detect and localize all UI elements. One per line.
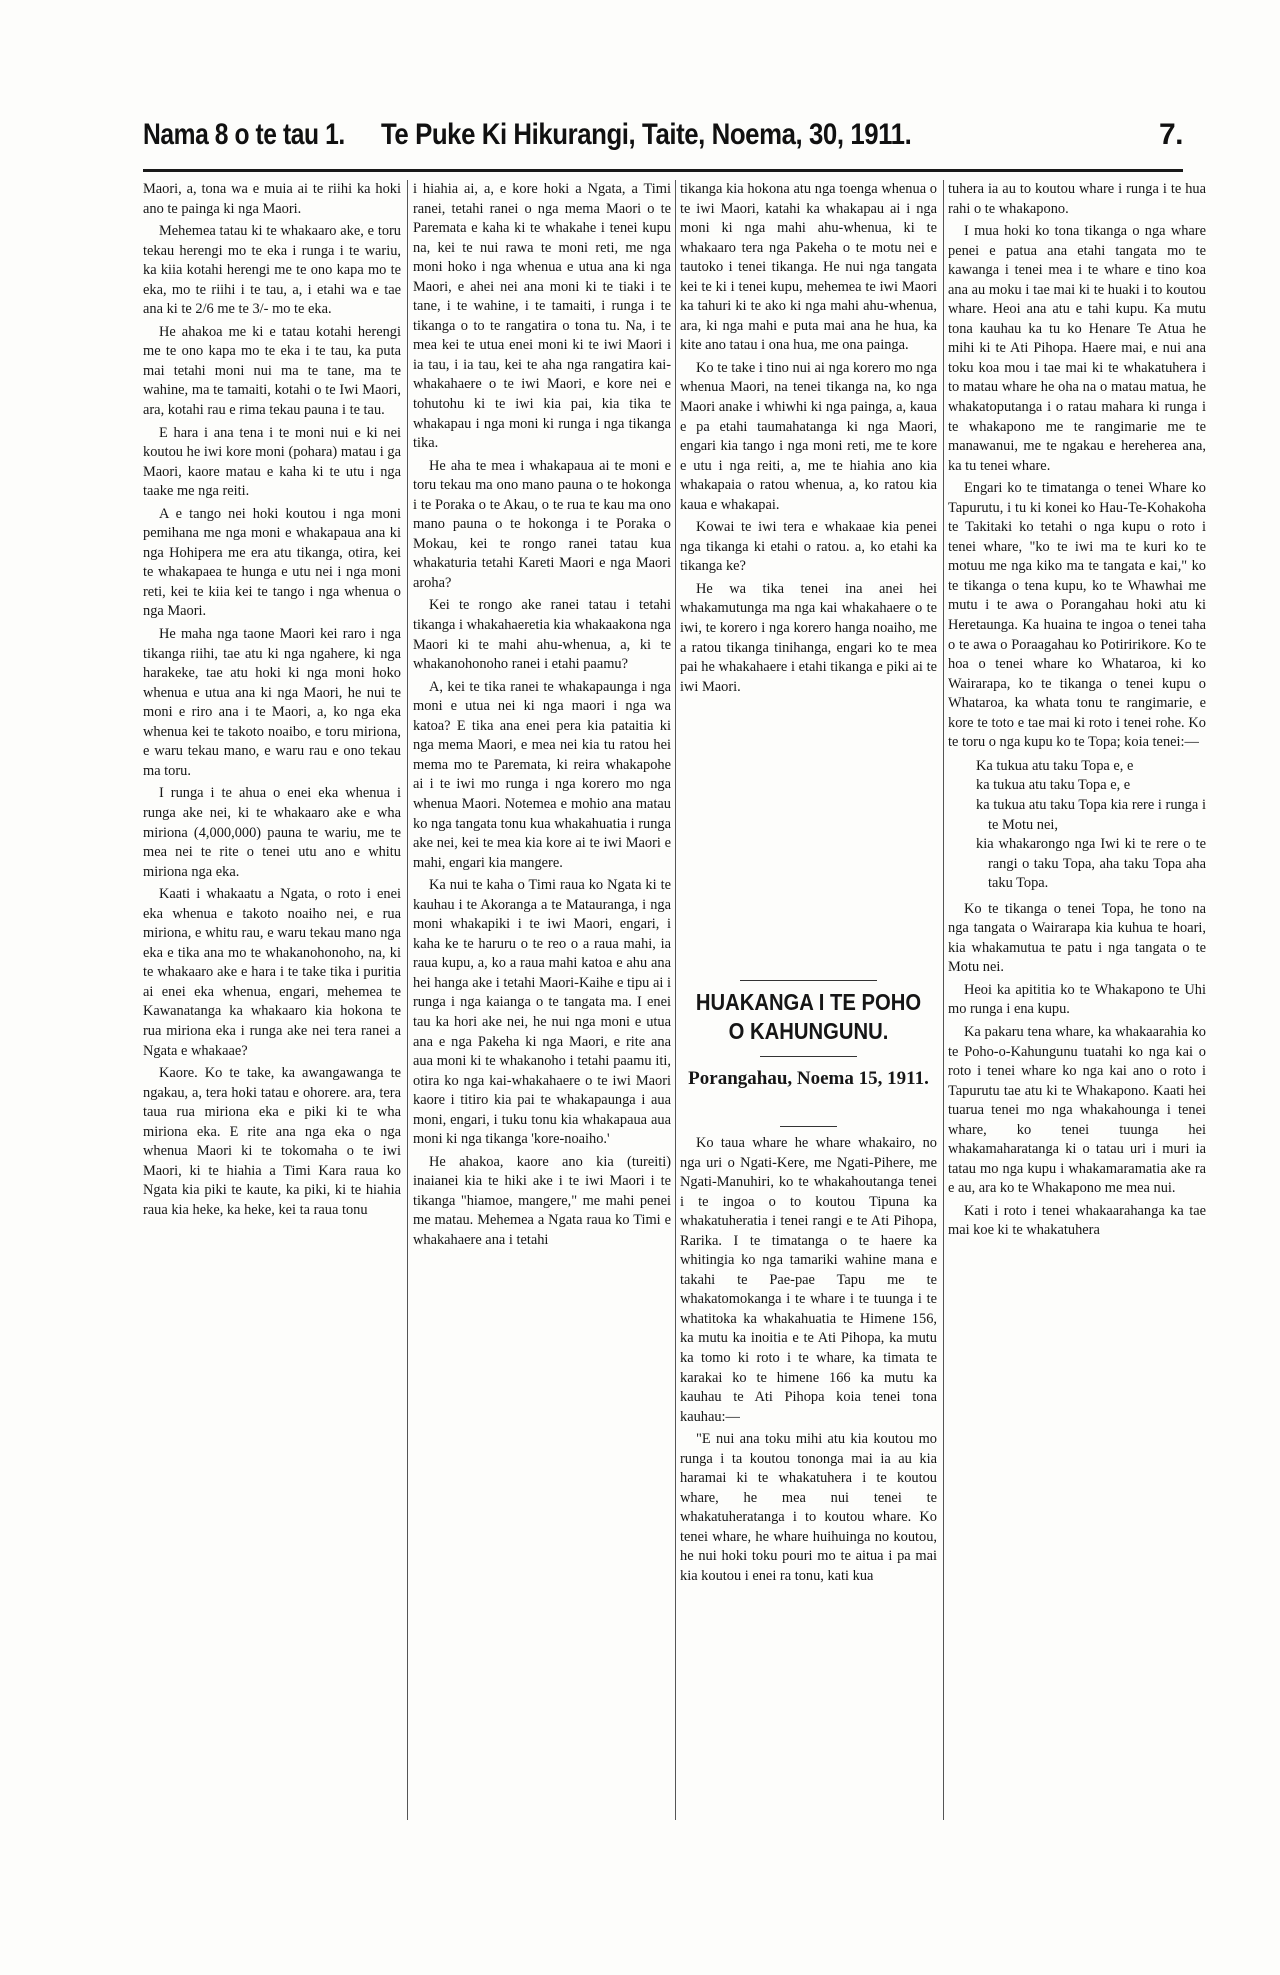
paragraph: Kaati i whakaatu a Ngata, o roto i enei eka whenua e takoto noaiho nei, e rua miriona, e whitu rau, e waru tekau mano nga eka e tika ana mo te whakanohonoho, na, ki te whakaaro ake e hara i te take tika i puritia ai enei eka whenua, engari, mehemea te Kawanatanga ka whakaaro kia hokona te rua miriona eka i runga ake nei tera ranei a Ngata e whakaae? — [143, 886, 401, 1059]
paragraph: I mua hoki ko tona tikanga o nga whare penei e patua ana etahi tangata mo te kawanga i tenei mea i te whare e tino koa ana au moku i tae mai ki te huaki i to koutou whare. Heoi ana atu e tahi kupu. Ka mutu tona kauhau ka tu ko Henare Te Atua he mihi ki te Ati Pihopa. Haere mai, e nui ana toku koa mou i tae mai ki te whakatuhera i to matau whare he oha na o matau matua, he whakatoputanga i o ratau mahara ki runga i te whakapono me te rangimarie me te manawanui, me te ngakau e hereherea ana, ka tu tenei whare. — [948, 223, 1206, 474]
column-divider — [407, 180, 408, 1820]
paragraph: He ahakoa me ki e tatau kotahi herengi me te ono kapa mo te eka i te tau, ka puta mai tetahi moni nui ma te tane, ma te wahine, ma te tamaiti, kotahi o te Iwi Maori, ara, kotahi rau e rima tekau pauna i te tau. — [143, 323, 401, 419]
verse-line: ka tukua atu taku Topa kia rere i runga i te Motu nei, — [976, 796, 1206, 833]
verse-line: ka tukua atu taku Topa e, e — [976, 777, 1131, 794]
paragraph: A e tango nei hoki koutou i nga moni pemihana me nga moni e whakapaua ana ki nga Hohipera me era atu tikanga, otira, kei te whakapaea te hunga e utu nei i nga moni reti, kei te kiia kei te tango i nga whenua o nga Maori. — [143, 505, 401, 620]
section-rule — [740, 980, 877, 981]
column-1 — [143, 180, 401, 1220]
paragraph: i hiahia ai, a, e kore hoki a Ngata, a Timi ranei, tetahi ranei o nga mema Maori o te Paremata e kaha ki te whakahe i tenei kupu na, kei te nui rawa te moni reti, me nga moni hoko i nga whenua e utua ana ki nga Maori, e ahei nei ana moni ki te tiaki i te tane, i te wahine, i te tamaiti, i runga i te tikanga o to te rangatira o tona tu. Na, i te mea kei te utua enei moni ki te iwi Maori i ia tau, i ia tau, kei te aha nga rangatira kai-whakahaere o te iwi Maori, e kore nei e tohutohu ki te iwi kia pai, kia tika te whakapau i nga moni ki runga i nga tikanga tika. — [413, 181, 671, 452]
article-dateline: Porangahau, Noema 15, 1911. — [688, 1068, 929, 1089]
column-3-bottom — [680, 1134, 937, 1587]
page-number: 7. — [1158, 118, 1183, 151]
column-divider — [675, 180, 676, 1820]
paragraph: I runga i te ahua o enei eka whenua i runga ake nei, ki te whakaaro ake e wha miriona (4,000,000) pauna te wariu, me te mea nei te rite o tenei utu ano e whitu miriona nga eka. — [143, 785, 401, 880]
paragraph: Ka nui te kaha o Timi raua ko Ngata ki te kauhau i te Akoranga a te Matauranga, i nga moni whakapiki i te iwi Maori, engari, i kaha ke te haruru o te reo o a raua mahi, ia raua kupu, a, ko a raua mahi katoa e ahu ana hei hanga ake i tetahi Maori-Kaihe e tipu ai i runga i nga kaianga o te tangata ma. I enei tau ka hori ake nei, he nui nga moni e utua ana e nga Pakeha ki nga Maori, e rite ana aua moni ki te whakanoho i tetahi paamu iti, otira ko nga kai-whakahaere o te iwi Maori kaore i titiro kia pai te whakapaunga i aua moni, engari, i tuku tonu kia whakapaua aua moni ki nga tikanga 'kore-noaiho.' — [413, 877, 671, 1148]
paragraph: Kei te rongo ake ranei tatau i tetahi tikanga i whakahaeretia kia whakaakona nga Maori ki te mahi ahu-whenua, a, ki te whakanohonoho ranei i etahi paamu? — [413, 597, 671, 673]
paragraph: He ahakoa, kaore ano kia (tureiti) inaianei kia te hiki ake i te iwi Maori i te tikanga "hiamoe, mangere," me mahi penei me matau. Mehemea a Ngata raua ko Timi e whakahaere ana i tetahi — [413, 1153, 671, 1248]
paragraph: A, kei te tika ranei te whakapaunga i nga moni e utua nei ki nga maori i nga wa katoa? E tika ana enei pera kia pataitia ki nga mema Maori, e mea nei kia tu ratou hei mema mo te Paremata, ki reira whakapohe ai i te iwi mo runga i nga korero mo nga whenua Maori. Notemea e mohio ana matau ko nga tangata tonu kua whakahuatia i runga ake nei, kei te mea kia kore ai te iwi Maori e mahi, engari kia mangere. — [413, 678, 671, 871]
topa-verse — [976, 757, 1206, 894]
column-4 — [948, 180, 1206, 1241]
column-2 — [413, 180, 671, 1251]
paragraph: "E nui ana toku mihi atu kia koutou mo runga i ta koutou tononga mai ia au kia haramai ki te whakatuhera i te koutou whare, he mea nui tenei te whakatuheratanga i to koutou whare. Ko tenei whare, he whare huihuinga no koutou, he nui hoki toku pouri mo te aitua i pa mai kia koutou i enei ra tonu, kati kua — [680, 1431, 937, 1585]
article-headline: HUAKANGA I TE POHO O KAHUNGUNU. — [695, 989, 922, 1044]
verse-line: kia whakarongo nga Iwi ki te rere o te rangi o taku Topa, aha taku Topa aha taku Topa. — [976, 836, 1206, 892]
paragraph: Ko te take i tino nui ai nga korero mo nga whenua Maori, na tenei tikanga na, ko nga Maori anake i whiwhi ki nga painga, a, kaua e pa etahi taumahatanga ki nga Maori, engari kia tango i nga moni reti, me te kore e utu i nga reiti, a, me te hiahia ano kia whakapaia o ratou whenua, a, ko ratou kia kaua e whakapai. — [680, 359, 937, 513]
paragraph: Ka pakaru tena whare, ka whakaarahia ko te Poho-o-Kahungunu tuatahi ko nga kai o roto i tenei whare ko nga kai ano o roto i Tapurutu tae atu ki te Whakapono. Kaati hei tuarua tenei mo nga whakahounga i tenei whare, ko tenei tuunga hei whakamaharatanga ki o tatau uri i muri ia tatau mo nga kupu i whakamaramatia ake ra e au, ara ko te Whakapono me mea nui. — [948, 1023, 1206, 1197]
paragraph: He aha te mea i whakapaua ai te moni e toru tekau ma ono mano pauna o te hokonga i te Poraka o te Akau, o te rua te kau ma ono mano pauna o te hokonga i te Poraka o Mokau, kei te rongo ranei tatau kua whakaturia tetahi Kareti Maori e nga Maori aroha? — [413, 457, 671, 591]
paragraph: Ko te tikanga o tenei Topa, he tono na nga tangata o Wairarapa kia kuhua te hoari, kia whakamutua te patu i nga tangata o te Motu nei. — [948, 900, 1206, 976]
paragraph: He wa tika tenei ina anei hei whakamutunga ma nga kai whakahaere o te iwi, te korero i nga korero hanga noaiho, me a ratou tikanga tinihanga, engari ko te mea pai he whakahaere i etahi tikanga e piki ai te iwi Maori. — [680, 580, 937, 695]
paragraph: Mehemea tatau ki te whakaaro ake, e toru tekau herengi mo te eka i runga i te wariu, ka kiia kotahi herengi me te ono kapa mo te eka, mo te riihi i te tau, a, i etahi wa e tae ana ki te 2/6 me te 3/- mo te eka. — [143, 223, 401, 318]
paragraph: Kaore. Ko te take, ka awangawanga te ngakau, a, tera hoki tatau e ohorere. ara, tera taua rua miriona eka e piki ki te wha miriona eka. E rite ana nga eka o nga whenua Maori ki te tokomaha o te iwi Maori, ki te hiahia a Timi Kara raua ko Ngata kia piki te kaute, ka piki, ki te hiahia raua kia heke, ka heke, kei ta raua tonu — [143, 1065, 401, 1218]
column-divider — [943, 180, 944, 1820]
paragraph: tuhera ia au to koutou whare i runga i te hua rahi o te whakapono. — [948, 181, 1206, 217]
paragraph: Kati i roto i tenei whakaarahanga ka tae mai koe ki te whakatuhera — [948, 1202, 1206, 1239]
paragraph: Kowai te iwi tera e whakaae kia penei nga tikanga ki etahi o ratou. a, ko etahi ka tikanga ke? — [680, 519, 937, 575]
paper-title-date: Te Puke Ki Hikurangi, Taite, Noema, 30, 1911. — [381, 118, 912, 151]
paragraph: Ko taua whare he whare whakairo, no nga uri o Ngati-Kere, me Ngati-Pihere, me Ngati-Manuhiri, ko te whakahoutanga tenei i te ingoa o to koutou Tipuna ka whakatuheratia i tenei rangi e te Ati Pihopa, Rarika. I te timatanga o te haere ka whitingia ko nga tamariki wahine mana e takahi te Pae-pae Tapu me te whakatomokanga i te whare i te tuunga i te whatitoka ka whakahuatia te Himene 156, ka mutu ka inoitia e te Ati Pihopa, ka mutu ka tomo ki roto i te whare, ka timata te karakai ko te himene 166 ka mutu ka kauhau te Ati Pihopa koia tenei tona kauhau:— — [680, 1135, 937, 1425]
dateline-rule — [780, 1126, 837, 1127]
paragraph: tikanga kia hokona atu nga toenga whenua o te iwi Maori, katahi ka whakapau ai i nga moni ki nga mahi ahu-whenua, ki te whakaaro tera nga Pakeha o te motu nei e tautoko i tenei tikanga. He nui nga tangata kei te ki i tenei kupu, mehemea te iwi Maori ka tahuri ki te ako ki nga mahi ahu-whenua, ara, ki nga mahi e puta mai ana he hua, ka kite ano tatau i ona hua, me ona painga. — [680, 181, 937, 354]
paragraph: E hara i ana tena i te moni nui e ki nei koutou he iwi kore moni (pohara) matau i ga Maori, kaore matau e kaha ki te utu i nga taake me nga reiti. — [143, 424, 401, 500]
paragraph: Maori, a, tona wa e muia ai te riihi ka hoki ano te painga ki nga Maori. — [143, 181, 401, 217]
issue-number: Nama 8 o te tau 1. — [143, 118, 345, 151]
column-3-top — [680, 180, 937, 697]
verse-line: Ka tukua atu taku Topa e, e — [976, 757, 1134, 774]
masthead-rule — [143, 169, 1183, 172]
masthead — [143, 118, 1183, 168]
paragraph: He maha nga taone Maori kei raro i nga tikanga riihi, tae atu ki nga ngahere, ki nga harakeke, tae atu hoki ki nga moni hoko whenua e utua ana ki nga Maori, he nui te moni e riro ana i te Maori, a, ko nga eka whenua kei te takoto noaibo, e toru miriona, e waru tekau mano, e waru rau e ono tekau ma toru. — [143, 626, 401, 779]
paragraph: Engari ko te timatanga o tenei Whare ko Tapurutu, i tu ki konei ko Hau-Te-Kohakoha te Takitaki ko tetahi o nga kupu o roto i tenei whare, "ko te iwi ma te kuri ko te motuu me nga kiko ma te tangata e kai," ko te tikanga o tena kupu, ko te Whawhai me mutu i te awa o Porangahau hoki atu ki Heretaunga. Ka huaina te ingoa o tenei taha o te awa o Poraagahau ko Potiririkore. Ko te hoa o tenei whare ko Whataroa, ki ko Wairarapa, ko te tikanga o tenei kupu o Whataroa, ka whata tonu te rangimarie, e kore te toto e tae mai ki roto i tenei rohe. Ko te toru o nga kupu ko te Topa; koia tenei:— — [948, 480, 1206, 751]
headline-rule — [760, 1056, 857, 1057]
paragraph: Heoi ka apititia ko te Whakapono te Uhi mo runga i ena kupu. — [948, 981, 1206, 1018]
